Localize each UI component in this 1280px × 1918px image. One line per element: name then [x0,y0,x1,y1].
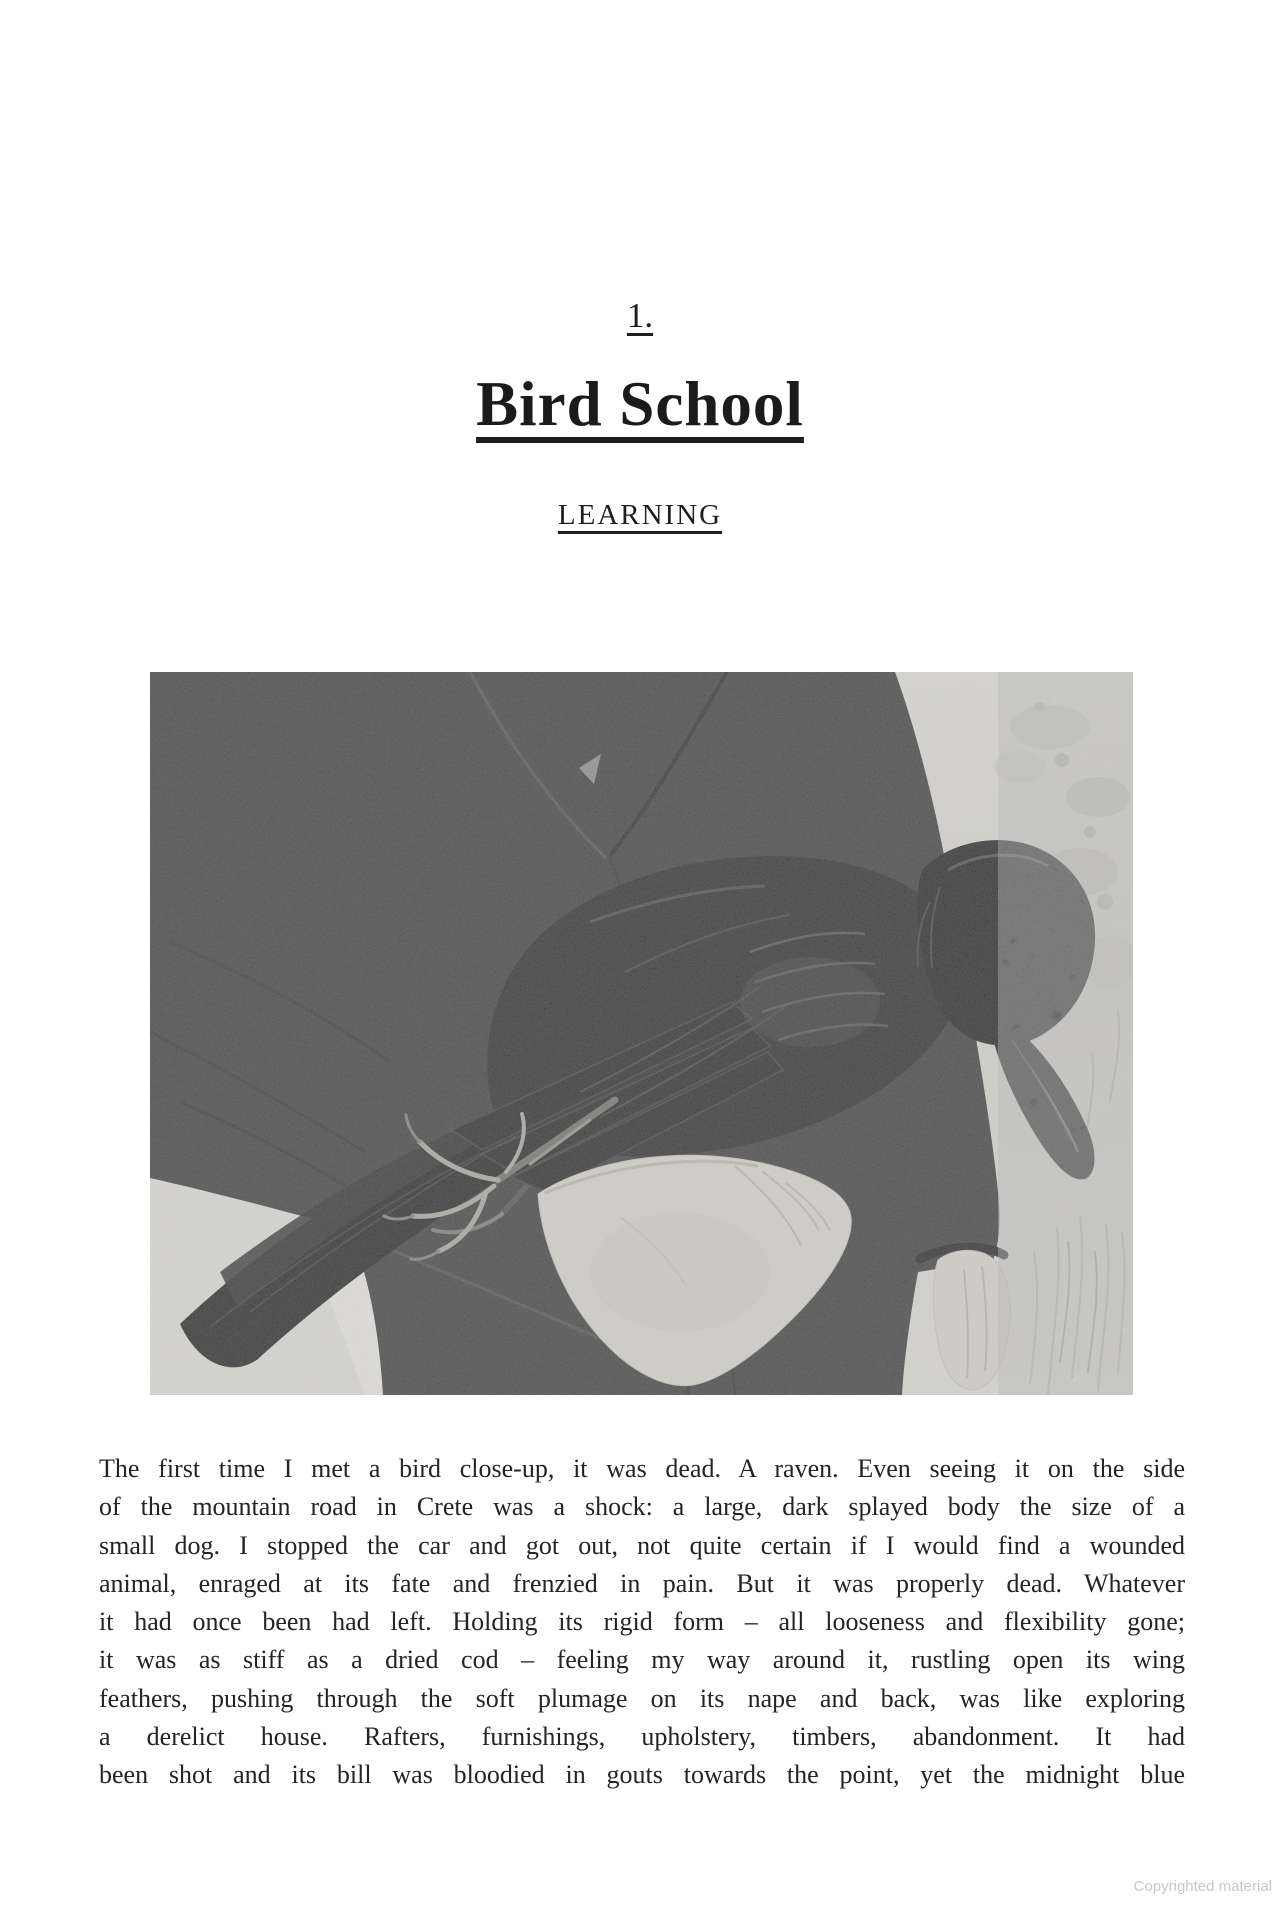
paragraph-line: The first time I met a bird close-up, it was dead. A raven. Even seeing it on the side [99,1454,1185,1483]
body-paragraph [99,1450,1185,1795]
paragraph-line: feathers, pushing through the soft plumage on its nape and back, was like exploring [99,1683,1185,1713]
paragraph-line: of the mountain road in Crete was a shock: a large, dark splayed body the size of a [99,1492,1185,1522]
chapter-number-text: 1. [626,296,654,335]
raven-photo-illustration [150,672,1133,1395]
chapter-subtitle [0,499,1280,532]
paragraph-line: been shot and its bill was bloodied in gouts towards the point, yet the midnight blue [99,1760,1185,1790]
film-grain [150,672,1133,1395]
paragraph-line: small dog. I stopped the car and got out, not quite certain if I would find a wounded [99,1530,1185,1560]
paragraph-line: animal, enraged at its fate and frenzied in pain. But it was properly dead. Whatever [99,1568,1185,1598]
copyright-watermark: Copyrighted material [1133,1878,1272,1895]
page-title-text: Bird School [476,369,804,439]
paragraph-line: a derelict house. Rafters, furnishings, upholstery, timbers, abandonment. It had [99,1722,1185,1752]
chapter-number [0,296,1280,336]
paragraph-line: it was as stiff as a dried cod – feeling my way around it, rustling open its wing [99,1645,1185,1675]
paragraph-line: it had once been had left. Holding its rigid form – all looseness and flexibility gone; [99,1607,1185,1637]
chapter-subtitle-text: LEARNING [557,499,723,531]
raven-photo [150,672,1133,1395]
page-title [0,368,1280,441]
